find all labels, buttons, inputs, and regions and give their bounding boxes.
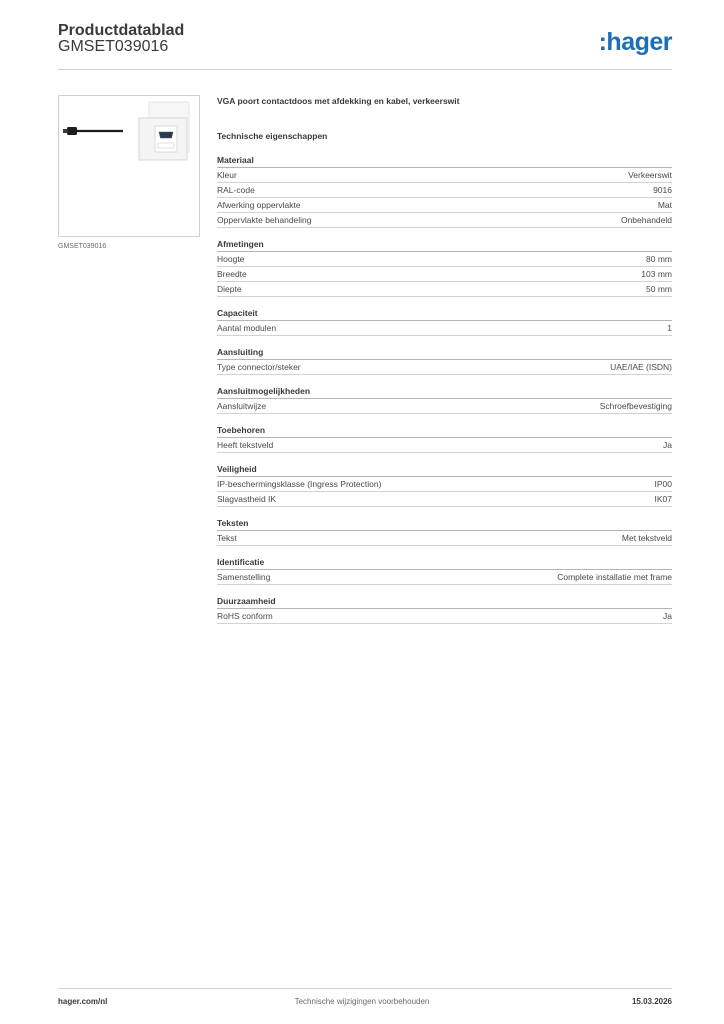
property-section xyxy=(217,517,672,546)
footer-disclaimer: Technische wijzigingen voorbehouden xyxy=(294,997,430,1006)
property-row xyxy=(217,438,672,453)
section-title: Materiaal xyxy=(217,154,672,168)
property-label: Hoogte xyxy=(217,254,245,264)
property-label: RoHS conform xyxy=(217,611,273,621)
property-value: 9016 xyxy=(653,185,672,195)
property-section xyxy=(217,385,672,414)
property-label: Oppervlakte behandeling xyxy=(217,215,312,225)
property-row xyxy=(217,360,672,375)
property-label: Kleur xyxy=(217,170,237,180)
footer-website: hager.com/nl xyxy=(58,997,108,1006)
property-value: Complete installatie met frame xyxy=(557,572,672,582)
property-row xyxy=(217,321,672,336)
page-header xyxy=(58,22,672,68)
property-value: IP00 xyxy=(654,479,672,489)
section-title: Identificatie xyxy=(217,556,672,570)
header-divider xyxy=(58,69,672,70)
product-image xyxy=(58,95,200,237)
property-label: Tekst xyxy=(217,533,237,543)
product-details xyxy=(217,95,672,624)
property-label: RAL-code xyxy=(217,185,255,195)
property-section xyxy=(217,463,672,507)
property-row xyxy=(217,492,672,507)
hager-logo: :hager xyxy=(598,28,672,56)
property-row xyxy=(217,252,672,267)
section-title: Capaciteit xyxy=(217,307,672,321)
property-label: Diepte xyxy=(217,284,242,294)
property-label: Samenstelling xyxy=(217,572,271,582)
section-title: Veiligheid xyxy=(217,463,672,477)
property-value: 103 mm xyxy=(641,269,672,279)
property-label: Slagvastheid IK xyxy=(217,494,277,504)
property-row xyxy=(217,477,672,492)
property-row xyxy=(217,609,672,624)
product-description: VGA poort contactdoos met afdekking en kabel, verkeerswit xyxy=(217,96,460,106)
properties-list xyxy=(217,154,672,624)
property-value: 50 mm xyxy=(646,284,672,294)
property-label: Type connector/steker xyxy=(217,362,301,372)
property-label: IP-beschermingsklasse (Ingress Protection) xyxy=(217,479,382,489)
property-label: Breedte xyxy=(217,269,247,279)
property-row xyxy=(217,198,672,213)
footer-divider xyxy=(58,988,672,989)
property-row xyxy=(217,570,672,585)
document-title: Productdatablad xyxy=(58,22,185,39)
property-section xyxy=(217,595,672,624)
section-title: Toebehoren xyxy=(217,424,672,438)
technical-properties-heading: Technische eigenschappen xyxy=(217,131,328,141)
property-value: 80 mm xyxy=(646,254,672,264)
property-value: Ja xyxy=(663,611,672,621)
property-label: Afwerking oppervlakte xyxy=(217,200,301,210)
vga-socket-illustration xyxy=(59,96,199,236)
property-label: Heeft tekstveld xyxy=(217,440,274,450)
property-label: Aansluitwijze xyxy=(217,401,267,411)
property-row xyxy=(217,282,672,297)
property-row xyxy=(217,531,672,546)
property-value: Verkeerswit xyxy=(628,170,672,180)
property-value: Schroefbevestiging xyxy=(599,401,672,411)
property-row xyxy=(217,183,672,198)
property-section xyxy=(217,307,672,336)
image-caption: GMSET039016 xyxy=(58,243,107,250)
property-row xyxy=(217,399,672,414)
property-section xyxy=(217,154,672,228)
property-section xyxy=(217,346,672,375)
property-row xyxy=(217,267,672,282)
property-section xyxy=(217,424,672,453)
footer-date: 15.03.2026 xyxy=(631,997,672,1006)
property-value: Mat xyxy=(657,200,672,210)
section-title: Aansluitmogelijkheden xyxy=(217,385,672,399)
property-value: Met tekstveld xyxy=(621,533,672,543)
property-row xyxy=(217,213,672,228)
product-code: GMSET039016 xyxy=(58,38,169,55)
property-row xyxy=(217,168,672,183)
section-title: Teksten xyxy=(217,517,672,531)
property-section xyxy=(217,238,672,297)
property-value: Onbehandeld xyxy=(620,215,672,225)
property-section xyxy=(217,556,672,585)
section-title: Duurzaamheid xyxy=(217,595,672,609)
section-title: Aansluiting xyxy=(217,346,672,360)
property-value: UAE/IAE (ISDN) xyxy=(610,362,672,372)
property-value: Ja xyxy=(663,440,672,450)
property-label: Aantal modulen xyxy=(217,323,277,333)
property-value: 1 xyxy=(667,323,672,333)
property-value: IK07 xyxy=(654,494,672,504)
section-title: Afmetingen xyxy=(217,238,672,252)
